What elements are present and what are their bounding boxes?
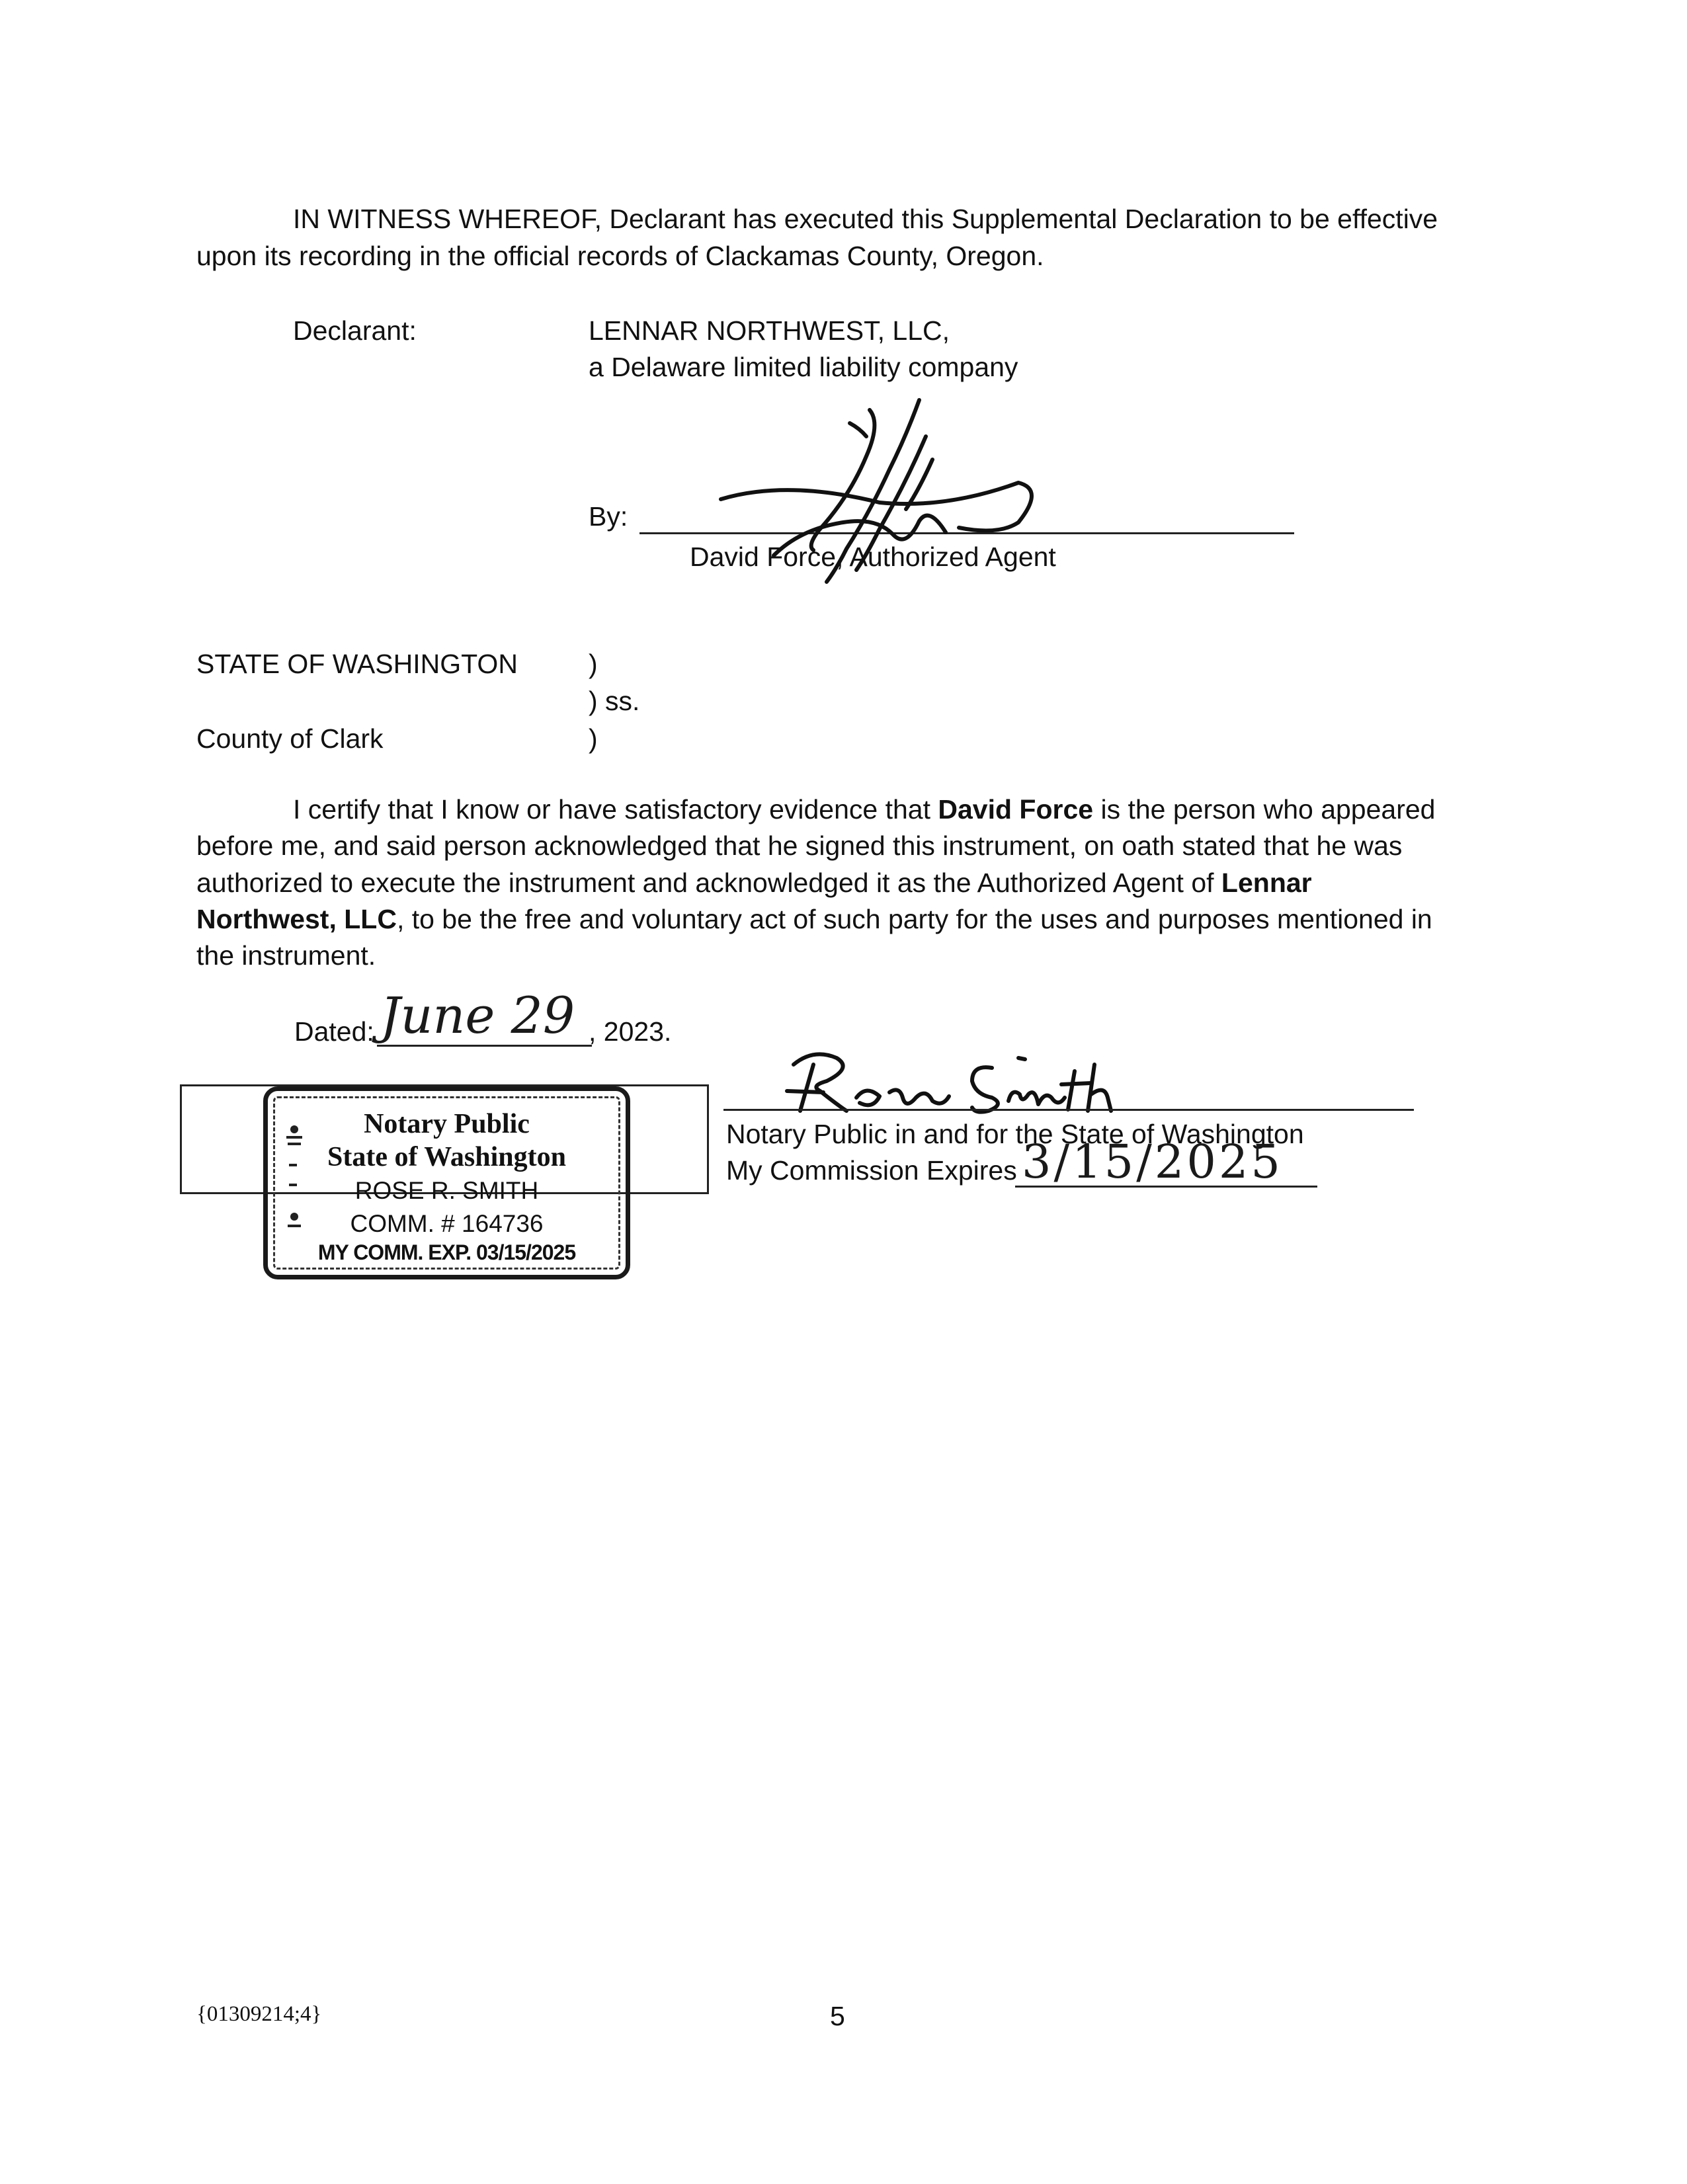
dated-year: , 2023. [589, 1016, 672, 1047]
dated-label: Dated: [294, 1016, 374, 1047]
cert-line-5: the instrument. [196, 940, 376, 971]
by-label: By: [589, 501, 628, 532]
venue-paren-3: ) [589, 723, 598, 754]
commission-expires-label: My Commission Expires [726, 1155, 1017, 1186]
stamp-line-4: COMM. # 164736 [350, 1210, 544, 1237]
declarant-company: LENNAR NORTHWEST, LLC, [589, 315, 950, 346]
venue-paren-ss: ) ss. [589, 686, 640, 716]
cert-line-3: authorized to execute the instrument and acknowledged it as the Authorized Agent of Lennar [196, 868, 1312, 898]
dated-handwritten: June 29 [380, 986, 575, 1045]
cert-line-4: Northwest, LLC, to be the free and voluntary act of such party for the uses and purposes mentioned in [196, 904, 1432, 934]
venue-county: County of Clark [196, 723, 384, 754]
witness-line-2: upon its recording in the official records of Clackamas County, Oregon. [196, 241, 1044, 271]
notary-title: Notary Public in and for the State of Washington [726, 1119, 1304, 1149]
stamp-line-2: State of Washington [327, 1142, 566, 1172]
venue-paren-1: ) [589, 649, 598, 679]
notary-signature-line [723, 1109, 1414, 1111]
notary-stamp [263, 1086, 630, 1279]
declarant-label: Declarant: [293, 315, 417, 346]
stamp-line-1: Notary Public [364, 1109, 530, 1139]
commission-expires-line [1015, 1186, 1317, 1188]
declarant-company-desc: a Delaware limited liability company [589, 352, 1018, 382]
stamp-ornament-icon [281, 1117, 308, 1250]
dated-line [377, 1045, 592, 1047]
doc-id: {01309214;4} [196, 2002, 322, 2026]
witness-line-1: IN WITNESS WHEREOF, Declarant has executed this Supplemental Declaration to be effective [293, 204, 1438, 234]
cert-line-2: before me, and said person acknowledged that he signed this instrument, on oath stated that he was [196, 830, 1403, 861]
signatory-name: David Force, Authorized Agent [690, 542, 1056, 572]
page-number: 5 [830, 2001, 845, 2031]
rose-smith-signature [774, 1045, 1144, 1124]
stamp-line-3: ROSE R. SMITH [354, 1177, 539, 1204]
stamp-line-5: MY COMM. EXP. 03/15/2025 [317, 1240, 576, 1264]
venue-state: STATE OF WASHINGTON [196, 649, 518, 679]
commission-expires-handwritten: 3/15/2025 [1022, 1135, 1283, 1189]
cert-line-1: I certify that I know or have satisfactory evidence that David Force is the person who appeared [293, 794, 1436, 825]
